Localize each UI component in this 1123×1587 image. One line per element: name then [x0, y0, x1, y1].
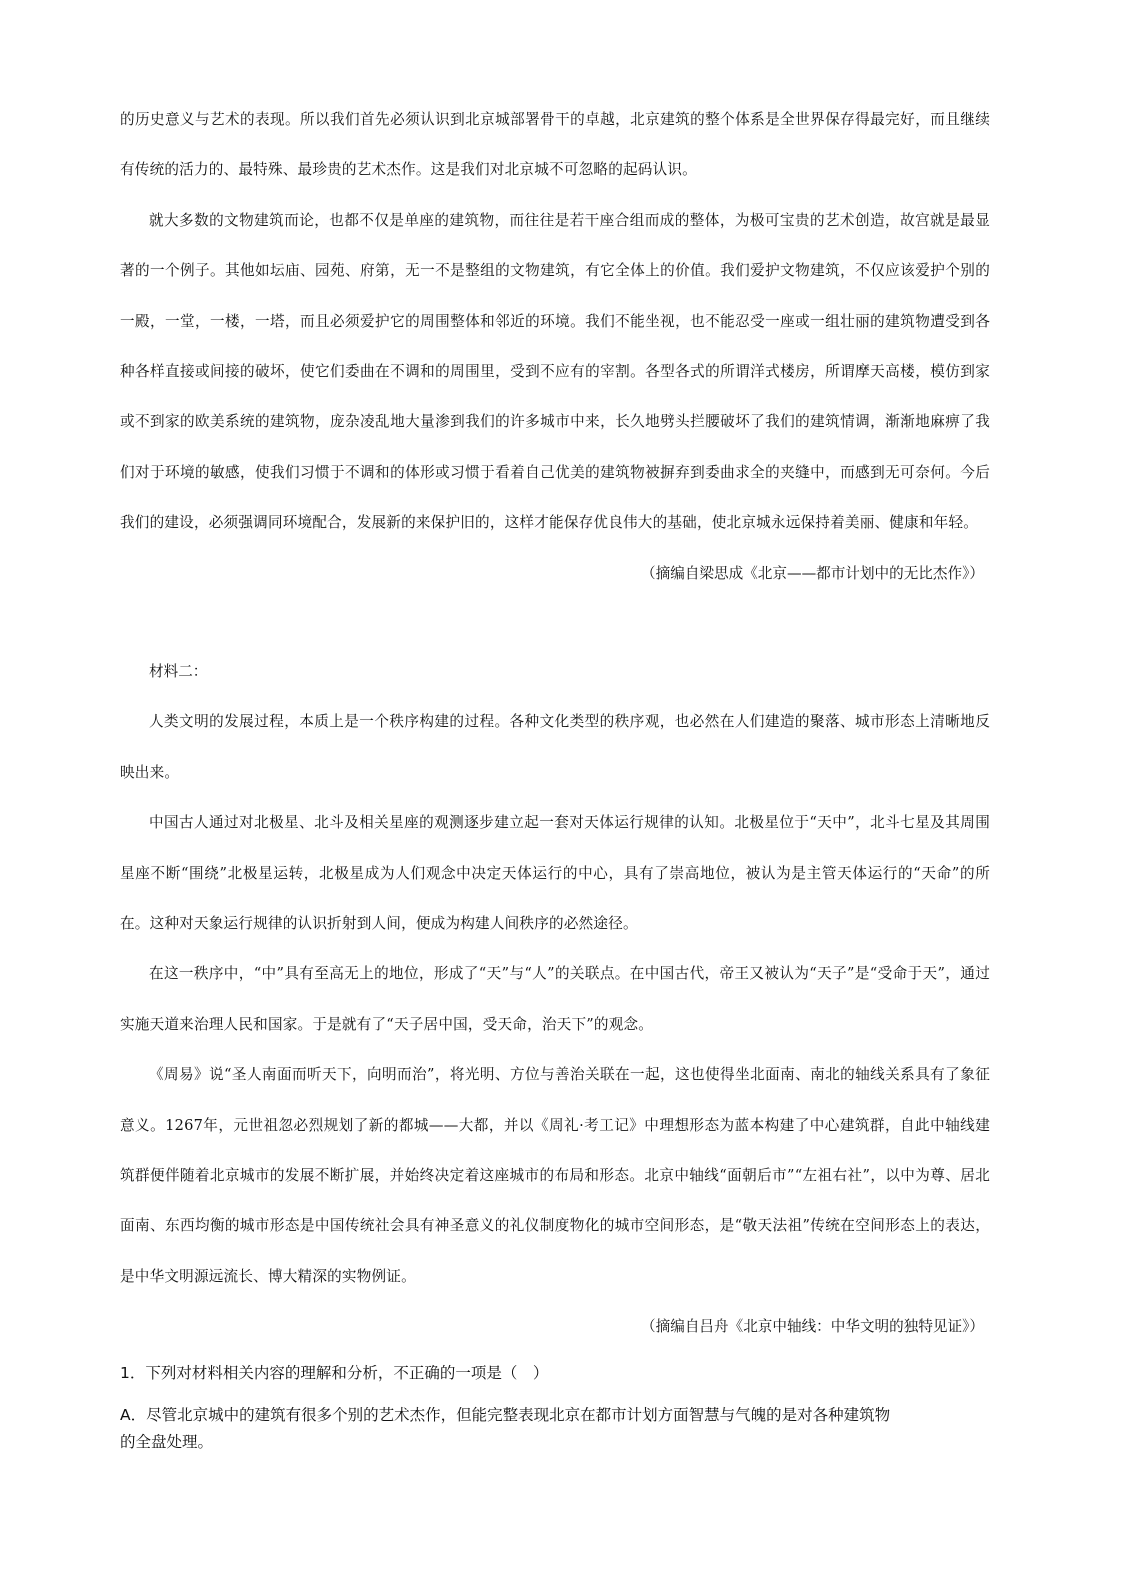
question-1-stem: 1．下列对材料相关内容的理解和分析，不正确的一项是（ ）: [120, 1364, 549, 1382]
material-one-source: （摘编自梁思成《北京——都市计划中的无比杰作》）: [641, 564, 984, 582]
material-two: [120, 647, 990, 1353]
material-two-paragraph-4: 《周易》说“圣人南面而听天下，向明而治”，将光明、方位与善治关联在一起，这也使得坐北面南、南北的轴线关系具有了象征意义。1267年，元世祖忽必烈规划了新的都城——大都，并以《周礼·考工记》中理想形态为蓝本构建了中心建筑群，自此中轴线建筑群便伴随着北京城市的发展不断扩展，并始终决定着这座城市的布局和形态。北京中轴线“面朝后市”“左祖右社”，以中为尊、居北面南、东西均衡的城市形态是中国传统社会具有神圣意义的礼仪制度物化的城市空间形态，是“敬天法祖”传统在空间形态上的表达，是中华文明源远流长、博大精深的实物例证。: [120, 1066, 990, 1285]
material-one: [120, 95, 990, 599]
material-two-source: （摘编自吕舟《北京中轴线：中华文明的独特见证》）: [641, 1318, 984, 1336]
material-one-paragraph-2: 就大多数的文物建筑而论，也都不仅是单座的建筑物，而往往是若干座合组而成的整体，为极可宝贵的艺术创造，故宫就是最显著的一个例子。其他如坛庙、园苑、府第，无一不是整组的文物建筑，有它全体上的价值。我们爱护文物建筑，不仅应该爱护个别的一殿，一堂，一楼，一塔，而且必须爱护它的周围整体和邻近的环境。我们不能坐视，也不能忍受一座或一组壮丽的建筑物遭受到各种各样直接或间接的破坏，使它们委曲在不调和的周围里，受到不应有的宰割。各型各式的所谓洋式楼房，所谓摩天高楼，模仿到家或不到家的欧美系统的建筑物，庞杂凌乱地大量渗到我们的许多城市中来，长久地劈头拦腰破坏了我们的建筑情调，渐渐地麻痹了我们对于环境的敏感，使我们习惯于不调和的体形或习惯于看着自己优美的建筑物被摒弃到委曲求全的夹缝中，而感到无可奈何。今后我们的建设，必须强调同环境配合，发展新的来保护旧的，这样才能保存优良伟大的基础，使北京城永远保持着美丽、健康和年轻。: [120, 211, 990, 532]
material-two-label: 材料二：: [149, 663, 208, 680]
material-two-paragraph-2: 中国古人通过对北极星、北斗及相关星座的观测逐步建立起一套对天体运行规律的认知。北极星位于“天中”，北斗七星及其周围星座不断“围绕”北极星运转，北极星成为人们观念中决定天体运行的中心，具有了崇高地位，被认为是主管天体运行的“天命”的所在。这种对天象运行规律的认识折射到人间，便成为构建人间秩序的必然途径。: [120, 814, 990, 933]
material-one-paragraph-1: 的历史意义与艺术的表现。所以我们首先必须认识到北京城部署骨干的卓越，北京建筑的整个体系是全世界保存得最完好，而且继续有传统的活力的、最特殊、最珍贵的艺术杰作。这是我们对北京城不可忽略的起码认识。: [120, 111, 990, 179]
material-two-paragraph-3: 在这一秩序中，“中”具有至高无上的地位，形成了“天”与“人”的关联点。在中国古代，帝王又被认为“天子”是“受命于天”，通过实施天道来治理人民和国家。于是就有了“天子居中国，受天命，治天下”的观念。: [120, 965, 990, 1033]
material-two-paragraph-1: 人类文明的发展过程，本质上是一个秩序构建的过程。各种文化类型的秩序观，也必然在人们建造的聚落、城市形态上清晰地反映出来。: [120, 713, 990, 781]
question-1-option-a: A．尽管北京城中的建筑有很多个别的艺术杰作，但能完整表现北京在都市计划方面智慧与气魄的是对各种建筑物的全盘处理。: [120, 1406, 891, 1451]
